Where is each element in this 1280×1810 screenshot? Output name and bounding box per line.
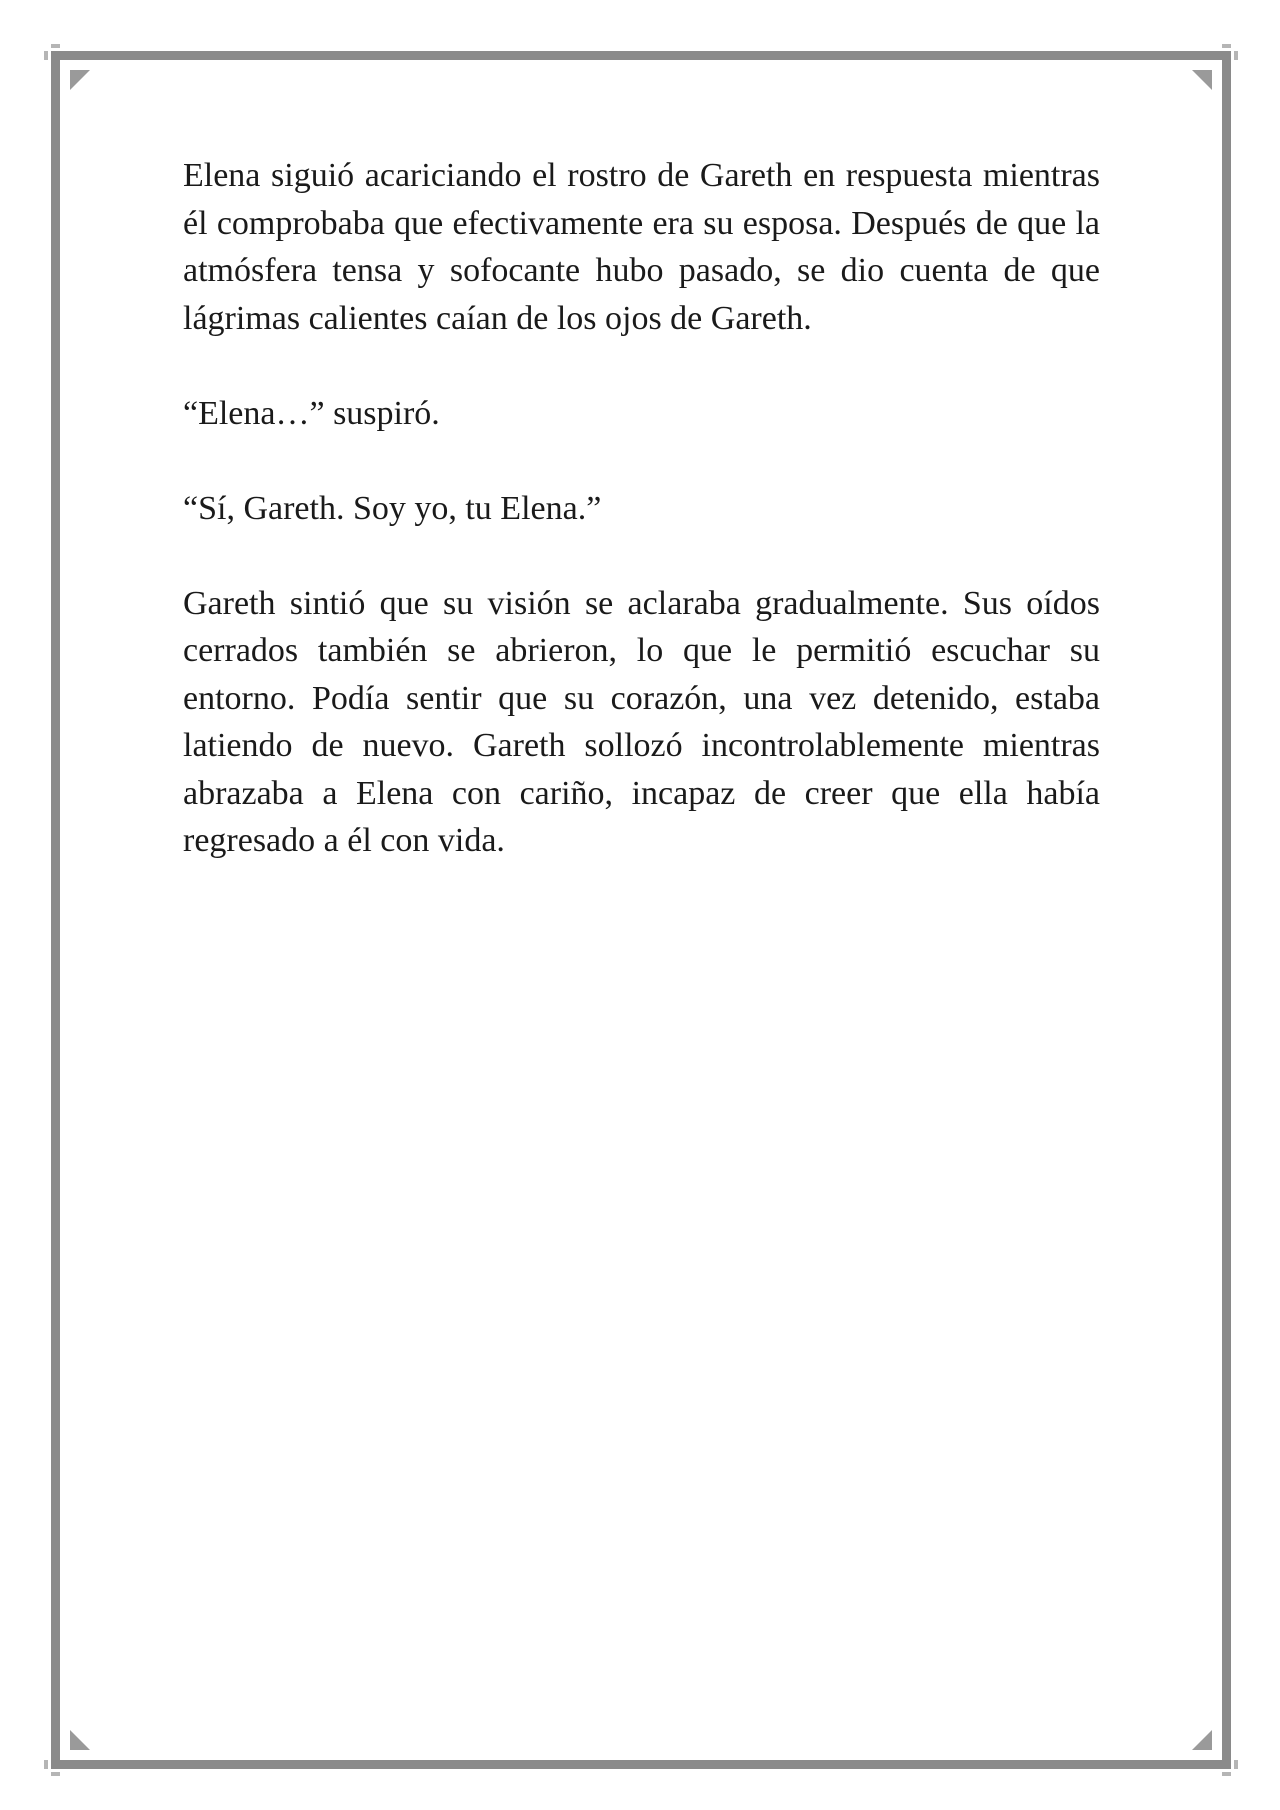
story-text: [183, 152, 1100, 912]
paragraph-2: “Elena…” suspiró.: [183, 394, 440, 432]
paragraph-4: Gareth sintió que su visión se aclaraba gradualmente. Sus oídos cerrados también se abrieron, lo que le permitió escuchar su entorno. Podía sentir que su corazón, una vez detenido, estaba latiendo de nuevo. Gareth sollozó incontrolablemente mientras abrazaba a Elena con cariño, incapaz de creer que ella había regresado a él con vida.: [183, 584, 1100, 859]
paragraph-3: “Sí, Gareth. Soy yo, tu Elena.”: [183, 489, 602, 527]
paragraph-1: Elena siguió acariciando el rostro de Gareth en respuesta mientras él comprobaba que efectivamente era su esposa. Después de que la atmósfera tensa y sofocante hubo pasado, se dio cuenta de que lágrimas calientes caían de los ojos de Gareth.: [183, 157, 1100, 337]
